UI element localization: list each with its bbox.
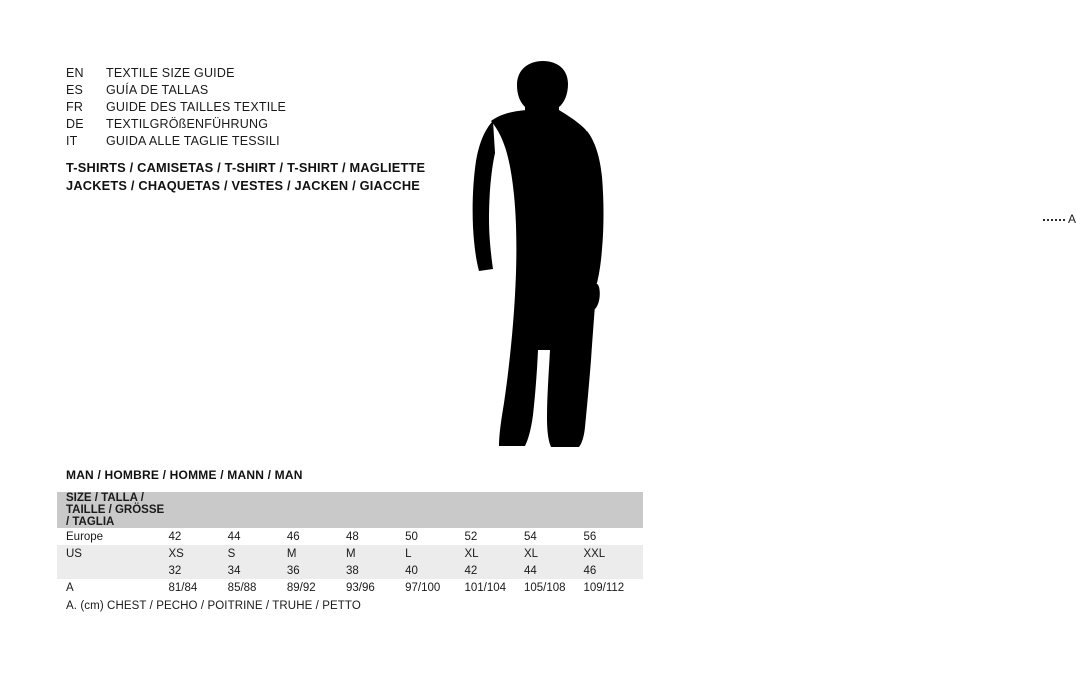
garment-categories bbox=[66, 159, 486, 194]
table-row bbox=[57, 545, 643, 562]
row-cell: 34 bbox=[228, 562, 287, 579]
language-row bbox=[66, 117, 446, 134]
table-row bbox=[57, 528, 643, 545]
row-cell: XL bbox=[464, 545, 524, 562]
language-code: DE bbox=[66, 117, 84, 131]
chest-measure-line-outer bbox=[1043, 219, 1065, 223]
measurement-footnote: A. (cm) CHEST / PECHO / POITRINE / TRUHE / PETTO bbox=[66, 600, 361, 612]
row-cell: 42 bbox=[464, 562, 524, 579]
table-header-cell bbox=[405, 492, 464, 528]
language-title: GUÍA DE TALLAS bbox=[106, 83, 209, 97]
language-title: GUIDE DES TAILLES TEXTILE bbox=[106, 100, 287, 114]
language-row bbox=[66, 100, 446, 117]
language-code: FR bbox=[66, 100, 84, 114]
row-cell: 38 bbox=[346, 562, 405, 579]
language-title: TEXTILE SIZE GUIDE bbox=[106, 66, 235, 80]
male-silhouette-illustration bbox=[455, 55, 1076, 455]
row-label bbox=[57, 562, 169, 579]
row-cell: 81/84 bbox=[169, 579, 228, 596]
row-label: Europe bbox=[57, 528, 169, 545]
row-cell: 40 bbox=[405, 562, 464, 579]
language-code: ES bbox=[66, 83, 84, 97]
table-header-cell bbox=[346, 492, 405, 528]
table-header-cell bbox=[228, 492, 287, 528]
language-code: EN bbox=[66, 66, 84, 80]
row-cell: 48 bbox=[346, 528, 405, 545]
category-tshirts: T-SHIRTS / CAMISETAS / T-SHIRT / T-SHIRT / MAGLIETTE bbox=[66, 160, 426, 175]
row-cell: 97/100 bbox=[405, 579, 464, 596]
row-cell: 56 bbox=[583, 528, 643, 545]
language-row bbox=[66, 66, 446, 83]
chest-measure-label: A bbox=[1068, 212, 1076, 226]
language-code: IT bbox=[66, 134, 78, 148]
table-row bbox=[57, 562, 643, 579]
row-cell: XL bbox=[524, 545, 584, 562]
row-cell: 44 bbox=[228, 528, 287, 545]
table-header-cell bbox=[583, 492, 643, 528]
row-cell: 46 bbox=[287, 528, 346, 545]
row-cell: 105/108 bbox=[524, 579, 584, 596]
row-cell: 50 bbox=[405, 528, 464, 545]
row-cell: 36 bbox=[287, 562, 346, 579]
language-list bbox=[66, 66, 446, 151]
row-cell: 42 bbox=[169, 528, 228, 545]
table-header-cell bbox=[524, 492, 584, 528]
size-table bbox=[57, 492, 643, 596]
row-cell: 52 bbox=[464, 528, 524, 545]
chest-measure-line-inner bbox=[940, 219, 1060, 223]
table-header-cell bbox=[169, 492, 228, 528]
category-jackets: JACKETS / CHAQUETAS / VESTES / JACKEN / GIACCHE bbox=[66, 177, 421, 193]
row-cell: 89/92 bbox=[287, 579, 346, 596]
row-cell: M bbox=[287, 545, 346, 562]
row-cell: 101/104 bbox=[464, 579, 524, 596]
row-cell: 44 bbox=[524, 562, 584, 579]
table-title: MAN / HOMBRE / HOMME / MANN / MAN bbox=[66, 468, 303, 482]
row-cell: L bbox=[405, 545, 464, 562]
row-cell: 46 bbox=[583, 562, 643, 579]
table-header-cell bbox=[287, 492, 346, 528]
row-cell: 109/112 bbox=[583, 579, 643, 596]
language-row bbox=[66, 83, 446, 100]
row-cell: 32 bbox=[169, 562, 228, 579]
row-cell: 93/96 bbox=[346, 579, 405, 596]
language-row bbox=[66, 134, 446, 151]
row-cell: S bbox=[228, 545, 287, 562]
table-row bbox=[57, 579, 643, 596]
row-cell: 85/88 bbox=[228, 579, 287, 596]
table-header-label: SIZE / TALLA / TAILLE / GRÖSSE / TAGLIA bbox=[57, 492, 169, 528]
row-cell: XS bbox=[169, 545, 228, 562]
table-header-cell bbox=[464, 492, 524, 528]
row-label: A bbox=[57, 579, 169, 596]
row-cell: 54 bbox=[524, 528, 584, 545]
language-title: GUIDA ALLE TAGLIE TESSILI bbox=[106, 134, 280, 148]
row-cell: M bbox=[346, 545, 405, 562]
table-header-row bbox=[57, 492, 643, 528]
language-title: TEXTILGRÖßENFÜHRUNG bbox=[106, 117, 269, 131]
row-label: US bbox=[57, 545, 169, 562]
row-cell: XXL bbox=[583, 545, 643, 562]
